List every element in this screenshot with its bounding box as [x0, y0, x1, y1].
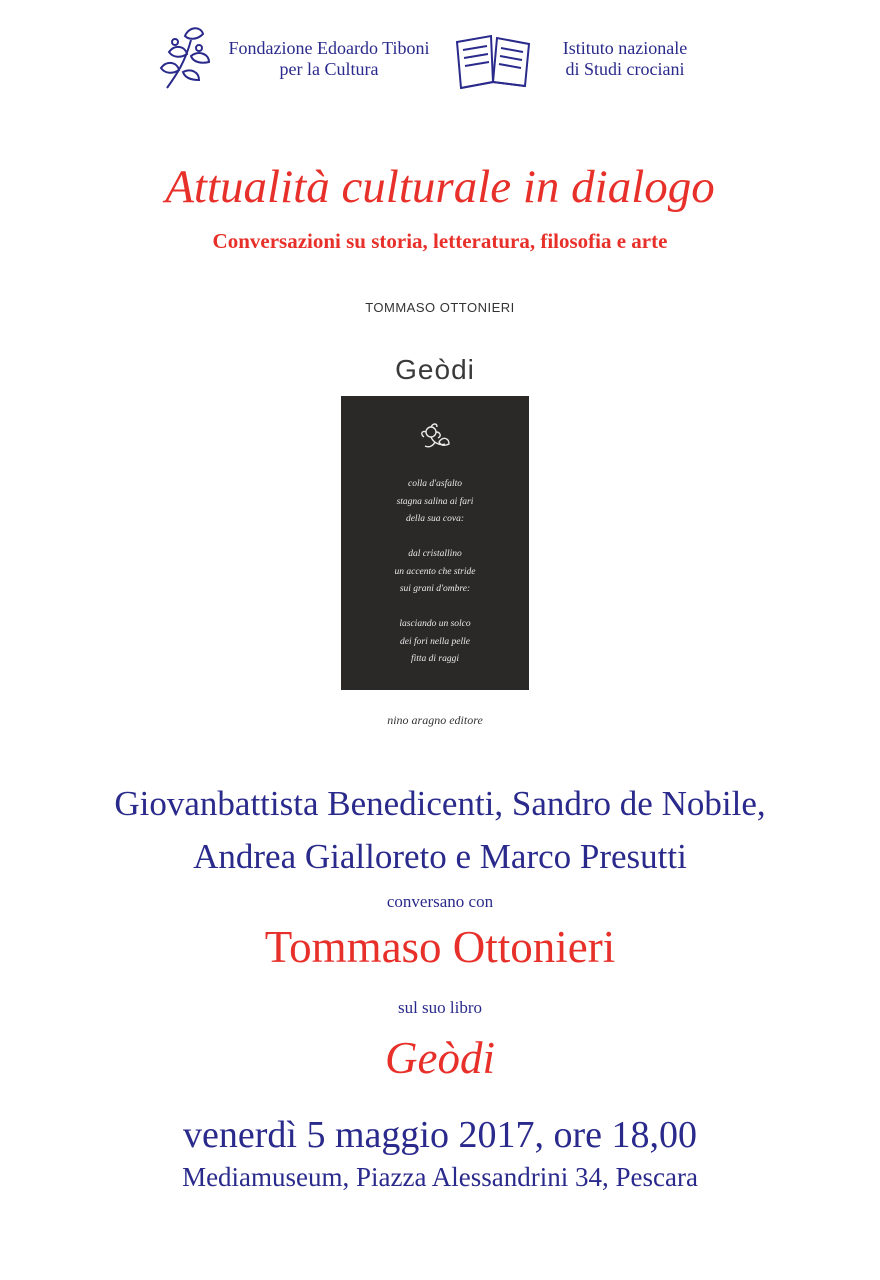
- series-title: Attualità culturale in dialogo: [165, 161, 715, 213]
- poem-line: stagna salina ai fari: [396, 496, 474, 507]
- open-book-logo-icon: [453, 32, 533, 92]
- org-right-line1: Istituto nazionale: [562, 38, 688, 58]
- guest-name: Tommaso Ottonieri: [264, 922, 616, 972]
- conversano-con-label: conversano con: [386, 892, 494, 911]
- poem-line: sui grani d'ombre:: [399, 584, 471, 594]
- book-title: Geòdi: [385, 1033, 495, 1083]
- poem-line: della sua cova:: [405, 514, 465, 524]
- org-right-line2: di Studi crociani: [565, 59, 685, 79]
- cover-poem: [341, 476, 529, 669]
- book-cover-image: [341, 396, 529, 690]
- flower-emblem-icon: [415, 420, 455, 454]
- poem-line: un accento che stride: [394, 566, 476, 577]
- poem-line: dei fori nella pelle: [400, 636, 470, 647]
- series-subtitle: Conversazioni su storia, letteratura, filosofia e arte: [212, 229, 668, 253]
- participants-line1: Giovanbattista Benedicenti, Sandro de Nobile,: [114, 784, 766, 823]
- fondazione-tiboni-name: [219, 38, 439, 80]
- poem-line: lasciando un solco: [399, 619, 471, 629]
- istituto-studi-crociani-name: [540, 38, 710, 80]
- oak-branch-logo-icon: [155, 22, 217, 92]
- cover-publisher: nino aragno editore: [387, 713, 483, 727]
- participants-line2: Andrea Gialloreto e Marco Presutti: [193, 837, 687, 876]
- org-left-line1: Fondazione Edoardo Tiboni: [228, 38, 430, 58]
- header: [0, 22, 880, 102]
- poem-line: dal cristallino: [408, 549, 462, 559]
- sul-suo-libro-label: sul suo libro: [397, 998, 483, 1017]
- event-date: venerdì 5 maggio 2017, ore 18,00: [183, 1114, 697, 1156]
- poem-line: colla d'asfalto: [407, 479, 463, 489]
- org-left-line2: per la Cultura: [279, 59, 379, 79]
- participants: [0, 777, 880, 883]
- poem-line: fitta di raggi: [410, 654, 460, 664]
- cover-author: TOMMASO OTTONIERI: [365, 300, 515, 315]
- event-venue: Mediamuseum, Piazza Alessandrini 34, Pescara: [182, 1162, 698, 1192]
- cover-title: Geòdi: [395, 354, 475, 385]
